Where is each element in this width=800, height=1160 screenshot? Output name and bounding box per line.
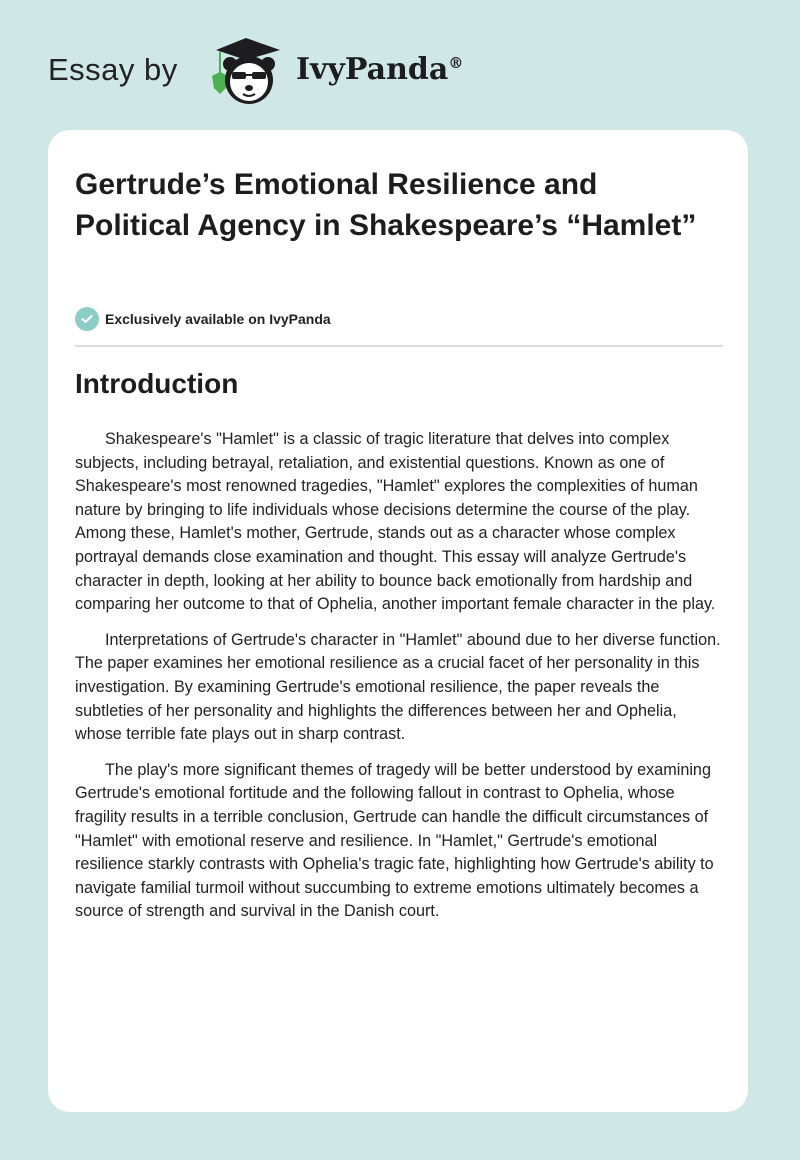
page-title: Gertrude’s Emotional Resilience and Political Agency in Shakespeare’s “Hamlet” — [75, 168, 697, 242]
paragraph: Shakespeare's "Hamlet" is a classic of tragic literature that delves into complex subjects, including betrayal, retaliation, and existential questions. Known as one of Shakespeare's most renowned tragedies, "Hamlet" explores the complexities of human nature by bringing to life individuals whose decisions determine the course of the play. Among these, Hamlet's mother, Gertrude, stands out as a character whose complex portrayal demands close examination and thought. This essay will analyze Gertrude's character in depth, looking at her ability to bounce back emotionally from hardship and comparing her outcome to that of Ophelia, another important female character in the play. — [75, 430, 716, 614]
section-heading: Introduction — [75, 368, 239, 399]
brand-name[interactable] — [296, 52, 463, 87]
badge-text: Exclusively available on IvyPanda — [105, 311, 331, 327]
divider — [75, 345, 723, 347]
paragraph: Interpretations of Gertrude's character in "Hamlet" abound due to her diverse function. The paper examines her emotional resilience as a crucial facet of her personality in this investigation. By examining Gertrude's emotional resilience, the paper reveals the subtleties of her personality and highlights the differences between her and Ophelia, whose terrible fate plays out in sharp contrast. — [75, 630, 721, 744]
paragraph: The play's more significant themes of tragedy will be better understood by examining Gertrude's emotional fortitude and the following fallout in contrast to Ophelia, whose fragility results in a terrible conclusion, Gertrude can handle the difficult circumstances of "Hamlet" with emotional reserve and resilience. In "Hamlet," Gertrude's emotional resilience starkly contrasts with Ophelia's tragic fate, highlighting how Gertrude's ability to navigate familial turmoil without succumbing to extreme emotions ultimately becomes a source of strength and survival in the Danish court. — [75, 760, 714, 921]
exclusive-badge — [75, 307, 331, 331]
essay-card — [48, 130, 748, 1112]
site-header — [0, 28, 800, 108]
essay-by-label: Essay by — [48, 52, 178, 87]
ivypanda-logo-icon[interactable] — [202, 36, 290, 108]
essay-body — [75, 428, 725, 936]
brand-text: IvyPanda — [296, 52, 449, 87]
registered-mark: ® — [448, 54, 464, 72]
check-circle-icon — [75, 307, 99, 331]
